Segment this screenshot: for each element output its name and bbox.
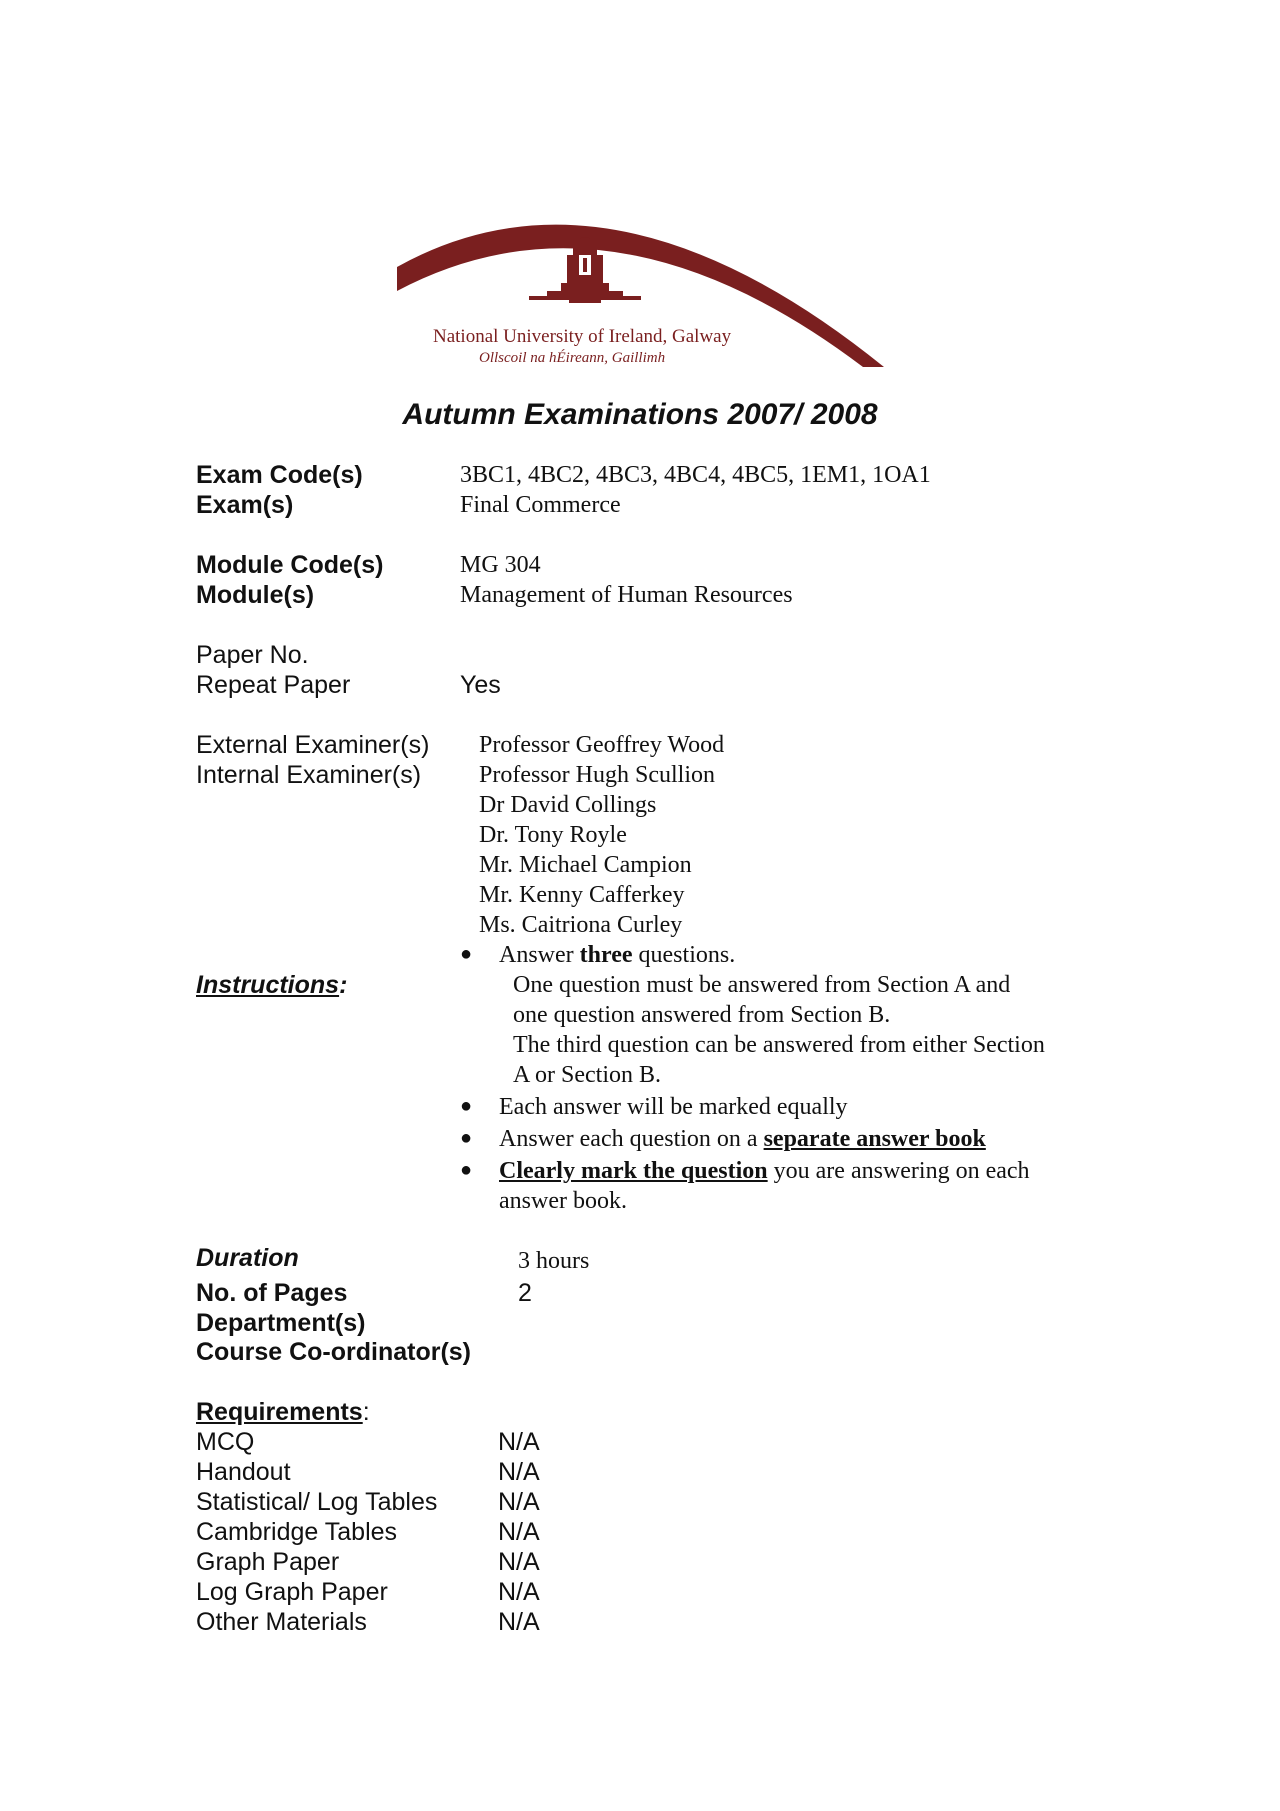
university-logo: [397, 205, 889, 375]
module-codes-value: MG 304: [460, 552, 541, 578]
instruction-4-line: answer book.: [499, 1188, 627, 1214]
requirement-name: Cambridge Tables: [196, 1518, 398, 1546]
module-codes-label: Module Code(s): [196, 551, 384, 579]
requirement-name: Log Graph Paper: [196, 1578, 388, 1606]
requirement-name: Graph Paper: [196, 1548, 340, 1576]
duration-value: 3 hours: [518, 1248, 590, 1274]
internal-examiner-label: Internal Examiner(s): [196, 761, 422, 789]
instructions-colon: :: [339, 971, 348, 999]
examiner-name: Mr. Kenny Cafferkey: [479, 882, 685, 908]
requirement-value: N/A: [498, 1518, 540, 1546]
coordinator-label: Course Co-ordinator(s): [196, 1338, 471, 1366]
bullet-icon: ●: [460, 1127, 473, 1149]
bullet-icon: ●: [460, 943, 473, 965]
university-crest-icon: [397, 205, 889, 375]
external-examiner-label: External Examiner(s): [196, 731, 430, 759]
bullet-icon: ●: [460, 1159, 473, 1181]
examiner-name: Professor Geoffrey Wood: [479, 732, 725, 758]
logo-text-en: National University of Ireland, Galway: [433, 326, 732, 347]
bullet-icon: ●: [460, 1095, 473, 1117]
exams-value: Final Commerce: [460, 492, 621, 518]
logo-text-ga: Ollscoil na hÉireann, Gaillimh: [479, 350, 666, 366]
requirement-value: N/A: [498, 1608, 540, 1636]
instruction-2: Each answer will be marked equally: [499, 1094, 848, 1120]
repeat-paper-label: Repeat Paper: [196, 671, 351, 699]
modules-value: Management of Human Resources: [460, 582, 793, 608]
instructions-label-text: Instructions: [196, 971, 340, 999]
examiner-name: Dr David Collings: [479, 792, 657, 818]
repeat-paper-value: Yes: [460, 671, 501, 699]
requirement-name: Other Materials: [196, 1608, 367, 1636]
instruction-1-line: The third question can be answered from either Section: [513, 1032, 1045, 1058]
requirement-name: MCQ: [196, 1428, 255, 1456]
instruction-1: Answer three questions.: [499, 942, 736, 968]
examiner-name: Mr. Michael Campion: [479, 852, 692, 878]
examiner-name: Professor Hugh Scullion: [479, 762, 715, 788]
instructions-label: [196, 970, 347, 1000]
requirement-name: Handout: [196, 1458, 291, 1486]
requirement-value: N/A: [498, 1488, 540, 1516]
department-label: Department(s): [196, 1309, 366, 1337]
exams-label: Exam(s): [196, 491, 294, 519]
examiner-name: Ms. Caitriona Curley: [479, 912, 683, 938]
pages-label: No. of Pages: [196, 1279, 348, 1307]
instruction-4: Clearly mark the question you are answering on each: [499, 1158, 1030, 1184]
requirement-value: N/A: [498, 1548, 540, 1576]
page-title: Autumn Examinations 2007/ 2008: [402, 398, 878, 431]
instruction-1-line: one question answered from Section B.: [513, 1002, 891, 1028]
exam-codes-label: Exam Code(s): [196, 461, 363, 489]
requirement-value: N/A: [498, 1458, 540, 1486]
instruction-3: Answer each question on a separate answer book: [499, 1126, 986, 1152]
exam-codes-value: 3BC1, 4BC2, 4BC3, 4BC4, 4BC5, 1EM1, 1OA1: [460, 462, 931, 488]
requirement-name: Statistical/ Log Tables: [196, 1488, 438, 1516]
examiner-name: Dr. Tony Royle: [479, 822, 627, 848]
duration-label: Duration: [196, 1244, 299, 1272]
modules-label: Module(s): [196, 581, 315, 609]
requirement-value: N/A: [498, 1428, 540, 1456]
paper-no-label: Paper No.: [196, 641, 309, 669]
instruction-1-line: A or Section B.: [513, 1062, 661, 1088]
instruction-1-line: One question must be answered from Section A and: [513, 972, 1011, 998]
requirement-value: N/A: [498, 1578, 540, 1606]
pages-value: 2: [518, 1279, 532, 1307]
requirements-label: Requirements:: [196, 1398, 370, 1426]
